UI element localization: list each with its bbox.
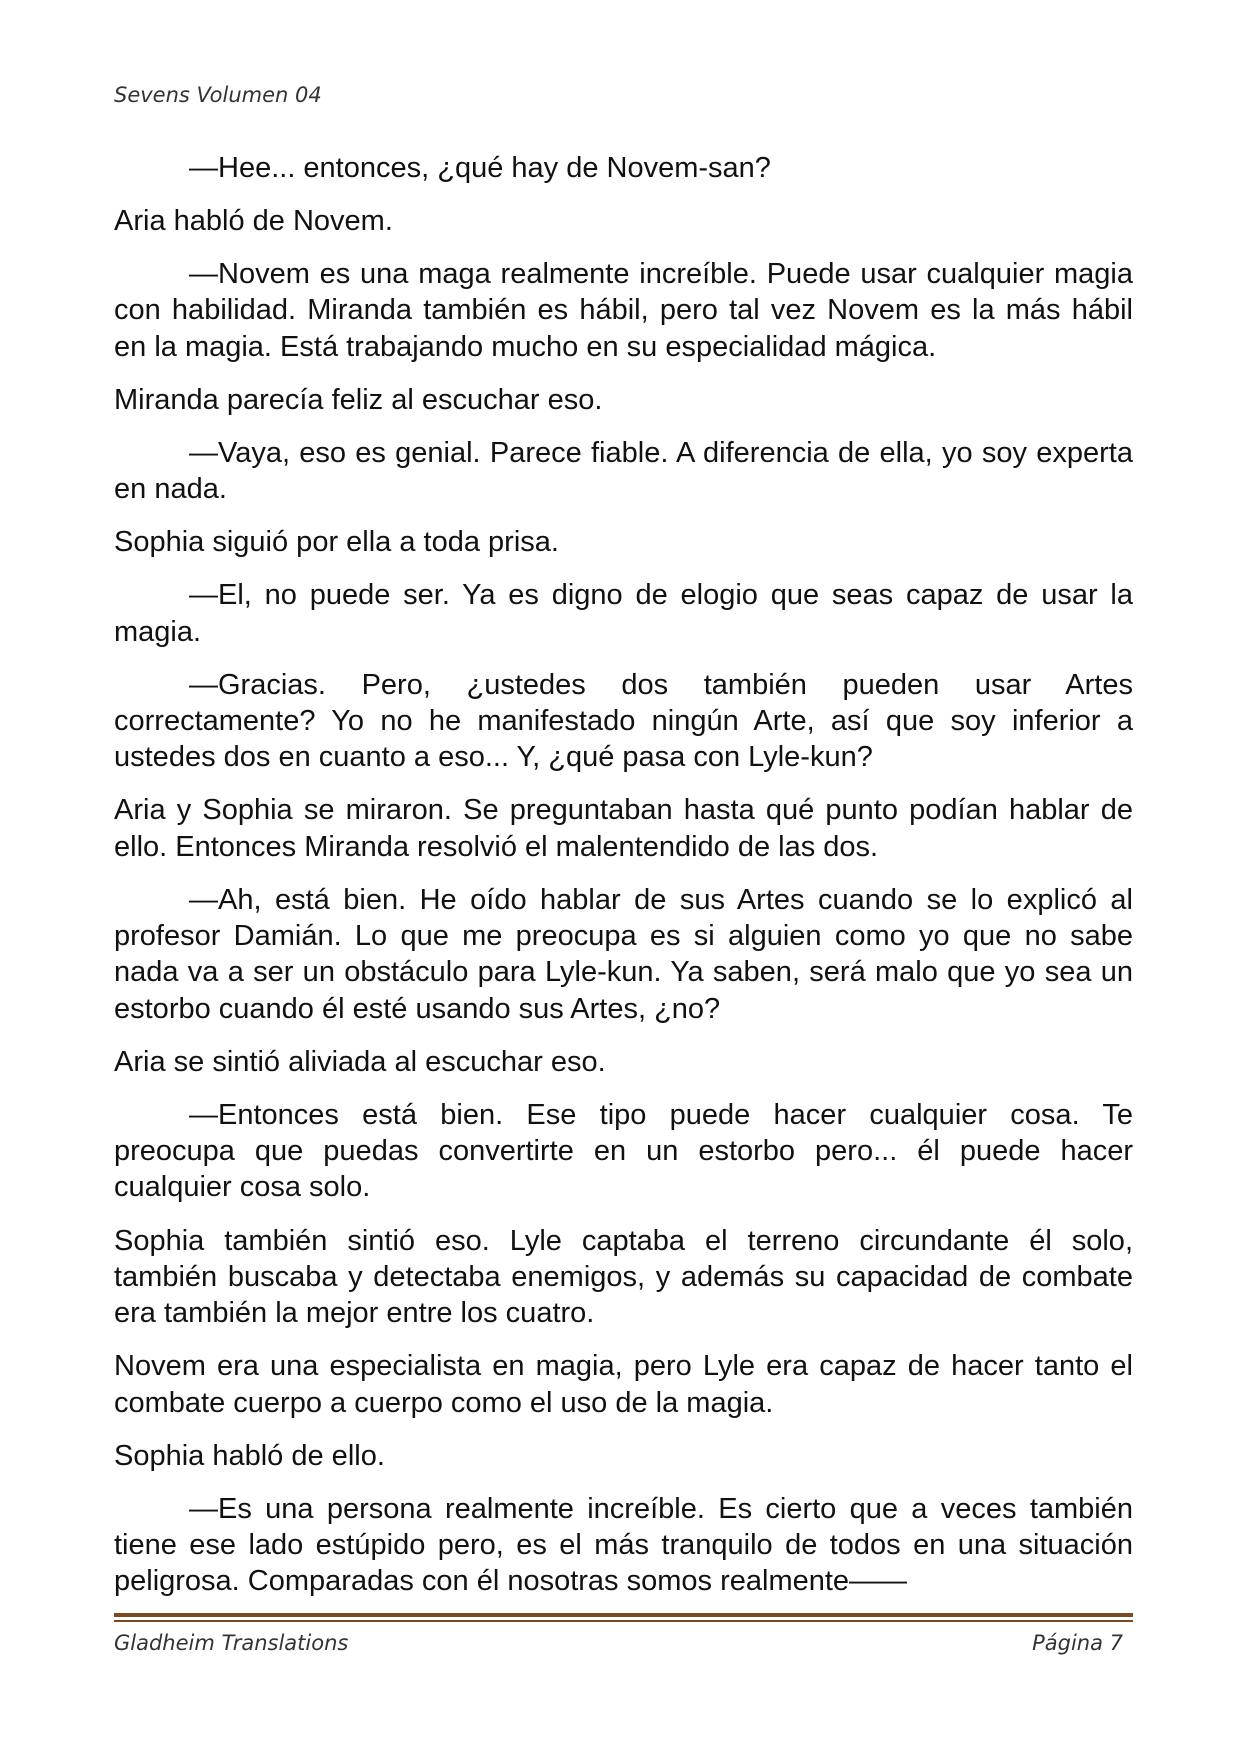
text-line: también buscaba y detectaba enemigos, y además su capacidad de combate: [114, 1260, 1133, 1293]
dialogue-paragraph: [114, 435, 1133, 508]
dialogue-paragraph: [114, 1491, 1133, 1600]
text-line: Sophia también sintió eso. Lyle captaba el terreno circundante él solo,: [114, 1224, 1133, 1257]
page-number: Página 7: [1032, 1631, 1123, 1655]
text-line: Miranda parecía feliz al escuchar eso.: [114, 383, 603, 416]
text-line: —Hee... entonces, ¿qué hay de Novem-san?: [189, 152, 771, 184]
text-line: —Ah, está bien. He oído hablar de sus Artes cuando se lo explicó al: [189, 883, 1133, 916]
dialogue-paragraph: [114, 256, 1133, 365]
text-line: tiene ese lado estúpido pero, es el más tranquilo de todos en una situación: [114, 1528, 1133, 1561]
text-line: —El, no puede ser. Ya es digno de elogio que seas capaz de usar la: [189, 579, 1133, 612]
text-line: preocupa que puedas convertirte en un estorbo pero... él puede hacer: [114, 1135, 1133, 1168]
dialogue-paragraph: [114, 150, 1133, 186]
text-line: Sophia habló de ello.: [114, 1439, 385, 1472]
text-line: Aria se sintió aliviada al escuchar eso.: [114, 1045, 606, 1078]
narration-paragraph: [114, 1438, 1133, 1474]
narration-paragraph: [114, 1044, 1133, 1080]
text-line: era también la mejor entre los cuatro.: [114, 1297, 595, 1330]
text-line: Sophia siguió por ella a toda prisa.: [114, 526, 559, 559]
text-line: combate cuerpo a cuerpo como el uso de la magia.: [114, 1386, 774, 1419]
dialogue-paragraph: [114, 577, 1133, 650]
text-line: ello. Entonces Miranda resolvió el malentendido de las dos.: [114, 830, 879, 863]
running-header: Sevens Volumen 04: [114, 83, 322, 107]
text-line: —Novem es una maga realmente increíble. Puede usar cualquier magia: [189, 258, 1133, 291]
narration-paragraph: [114, 1348, 1133, 1421]
text-line: ustedes dos en cuanto a eso... Y, ¿qué pasa con Lyle-kun?: [114, 741, 873, 774]
narration-paragraph: [114, 382, 1133, 418]
text-line: —Gracias. Pero, ¿ustedes dos también pueden usar Artes: [189, 668, 1133, 701]
text-line: —Vaya, eso es genial. Parece fiable. A diferencia de ella, yo soy experta: [189, 436, 1133, 469]
footer-rule-thin: [114, 1620, 1133, 1622]
text-line: peligrosa. Comparadas con él nosotras somos realmente——: [114, 1565, 908, 1598]
dialogue-paragraph: [114, 882, 1133, 1027]
text-line: estorbo cuando él esté usando sus Artes, ¿no?: [114, 992, 721, 1025]
text-line: —Es una persona realmente increíble. Es cierto que a veces también: [189, 1492, 1133, 1525]
text-line: nada va a ser un obstáculo para Lyle-kun. Ya saben, será malo que yo sea un: [114, 956, 1133, 989]
dialogue-paragraph: [114, 1097, 1133, 1206]
text-line: profesor Damián. Lo que me preocupa es si alguien como yo que no sabe: [114, 920, 1133, 953]
text-line: Aria y Sophia se miraron. Se preguntaban hasta qué punto podían hablar de: [114, 794, 1133, 827]
narration-paragraph: [114, 792, 1133, 865]
dialogue-paragraph: [114, 667, 1133, 776]
text-line: cualquier cosa solo.: [114, 1171, 371, 1204]
text-line: Aria habló de Novem.: [114, 205, 393, 238]
narration-paragraph: [114, 203, 1133, 239]
narration-paragraph: [114, 524, 1133, 560]
page-body: [114, 150, 1133, 1616]
footer-credit: Gladheim Translations: [114, 1631, 349, 1655]
footer-rule-thick: [114, 1613, 1133, 1617]
text-line: —Entonces está bien. Ese tipo puede hacer cualquier cosa. Te: [189, 1098, 1133, 1131]
text-line: Novem era una especialista en magia, pero Lyle era capaz de hacer tanto el: [114, 1350, 1133, 1383]
text-line: con habilidad. Miranda también es hábil, pero tal vez Novem es la más hábil: [114, 294, 1133, 327]
narration-paragraph: [114, 1223, 1133, 1332]
text-line: magia.: [114, 615, 202, 648]
text-line: en la magia. Está trabajando mucho en su especialidad mágica.: [114, 330, 937, 363]
text-line: correctamente? Yo no he manifestado ningún Arte, así que soy inferior a: [114, 704, 1133, 737]
text-line: en nada.: [114, 473, 227, 506]
